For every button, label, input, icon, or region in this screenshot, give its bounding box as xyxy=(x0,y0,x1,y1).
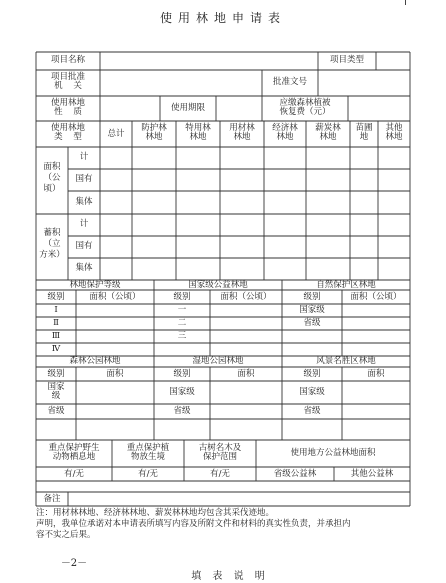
level-4: Ⅳ xyxy=(51,344,61,354)
prot-sub-level-3: 级别 xyxy=(303,292,321,302)
nature-reserve-header: 自然保护区林地 xyxy=(316,280,376,290)
park-sub-level-3: 级别 xyxy=(303,369,321,379)
wetland-park-provincial: 省级 xyxy=(173,406,191,416)
footer-instructions-heading: 填 表 说 明 xyxy=(191,571,269,582)
level-2: Ⅱ xyxy=(53,318,59,328)
level-3: Ⅲ xyxy=(51,331,61,341)
volume-label: 蓄积 （立 方米） xyxy=(39,228,65,261)
col-protection-forest: 防护林 林地 xyxy=(141,123,167,142)
land-type-row-label: 使用林地 类 型 xyxy=(50,123,85,142)
wildlife-habitat-label: 重点保护野生 动物栖息地 xyxy=(48,443,100,462)
approval-doc-label: 批准文号 xyxy=(272,77,307,87)
forest-park-header: 森林公园林地 xyxy=(69,356,121,366)
local-public-forest-label: 使用地方公益林地面积 xyxy=(290,448,376,458)
provincial-public-forest-label: 省级公益林 xyxy=(273,469,317,479)
col-other-forest: 其他 林地 xyxy=(385,123,403,142)
col-special-forest: 特用林 林地 xyxy=(185,123,211,142)
col-fuel-forest: 薪炭林 林地 xyxy=(315,123,341,142)
scenic-area-header: 风景名胜区林地 xyxy=(316,356,376,366)
park-sub-area-3: 面积 xyxy=(367,369,385,379)
area-row-collective: 集体 xyxy=(75,197,93,207)
ancient-trees-label: 古树名木及 保护范围 xyxy=(198,443,242,462)
ancient-trees-value: 有/无 xyxy=(210,469,230,479)
plant-habitat-value: 有/无 xyxy=(138,469,158,479)
declaration-statement: 声明，我单位承诺对本申请表所填写内容及所附文件和材料的真实性负责，并承担内 容不实之后果。 xyxy=(36,519,351,540)
prot-sub-level-2: 级别 xyxy=(173,292,191,302)
scenic-area-national: 国家级 xyxy=(299,387,325,397)
page-number: －2－ xyxy=(60,558,88,569)
reserve-level-provincial: 省级 xyxy=(303,318,321,328)
plant-habitat-label: 重点保护植 物放生境 xyxy=(126,443,170,462)
park-sub-level-1: 级别 xyxy=(47,369,65,379)
land-user-label: 使用林地 性 质 xyxy=(50,98,85,117)
scenic-area-provincial: 省级 xyxy=(303,406,321,416)
volume-row-total: 计 xyxy=(79,219,89,229)
use-period-label: 使用期限 xyxy=(170,103,205,113)
park-sub-level-2: 级别 xyxy=(173,369,191,379)
wetland-park-national: 国家级 xyxy=(169,387,195,397)
volume-row-collective: 集体 xyxy=(75,263,93,273)
protection-level-header: 林地保护等级 xyxy=(69,280,121,290)
approval-org-label: 项目批准 机 关 xyxy=(50,72,85,91)
restoration-fee-label: 应缴森林植被 恢复费（元） xyxy=(279,98,331,117)
remarks-label: 备注 xyxy=(43,494,61,504)
note-forest-types: 注：用材林林地、经济林林地、薪炭林林地均包含其采伐迹地。 xyxy=(36,508,275,518)
prot-sub-area-2: 面积（公顷） xyxy=(220,292,272,302)
form-title: 使用林地申请表 xyxy=(159,11,286,25)
forest-park-national: 国家 级 xyxy=(47,382,65,401)
volume-row-state: 国有 xyxy=(75,241,93,251)
public-forest-level-3: 三 xyxy=(177,331,187,341)
col-nursery: 苗圃 地 xyxy=(355,123,373,142)
public-forest-level-1: 一 xyxy=(177,305,187,315)
project-type-label: 项目类型 xyxy=(329,55,364,65)
park-sub-area-1: 面积 xyxy=(106,369,124,379)
other-public-forest-label: 其他公益林 xyxy=(350,469,394,479)
col-economic-forest: 经济林 林地 xyxy=(272,123,298,142)
level-1: Ⅰ xyxy=(54,305,58,315)
area-label: 面积 （公 顷） xyxy=(43,162,61,195)
park-sub-area-2: 面积 xyxy=(237,369,255,379)
prot-sub-level-1: 级别 xyxy=(47,292,65,302)
area-row-state: 国有 xyxy=(75,174,93,184)
area-row-total: 计 xyxy=(79,152,89,162)
wildlife-habitat-value: 有/无 xyxy=(64,469,84,479)
public-forest-level-2: 二 xyxy=(177,318,187,328)
national-public-forest-header: 国家级公益林地 xyxy=(188,280,248,290)
col-total: 总计 xyxy=(107,129,125,139)
reserve-level-national: 国家级 xyxy=(299,305,325,315)
prot-sub-area-3: 面积（公顷） xyxy=(350,292,402,302)
col-timber-forest: 用材林 林地 xyxy=(229,123,255,142)
project-name-label: 项目名称 xyxy=(50,55,85,65)
wetland-park-header: 湿地公园林地 xyxy=(192,356,244,366)
forest-park-provincial: 省级 xyxy=(47,406,65,416)
prot-sub-area-1: 面积（公顷） xyxy=(89,292,141,302)
